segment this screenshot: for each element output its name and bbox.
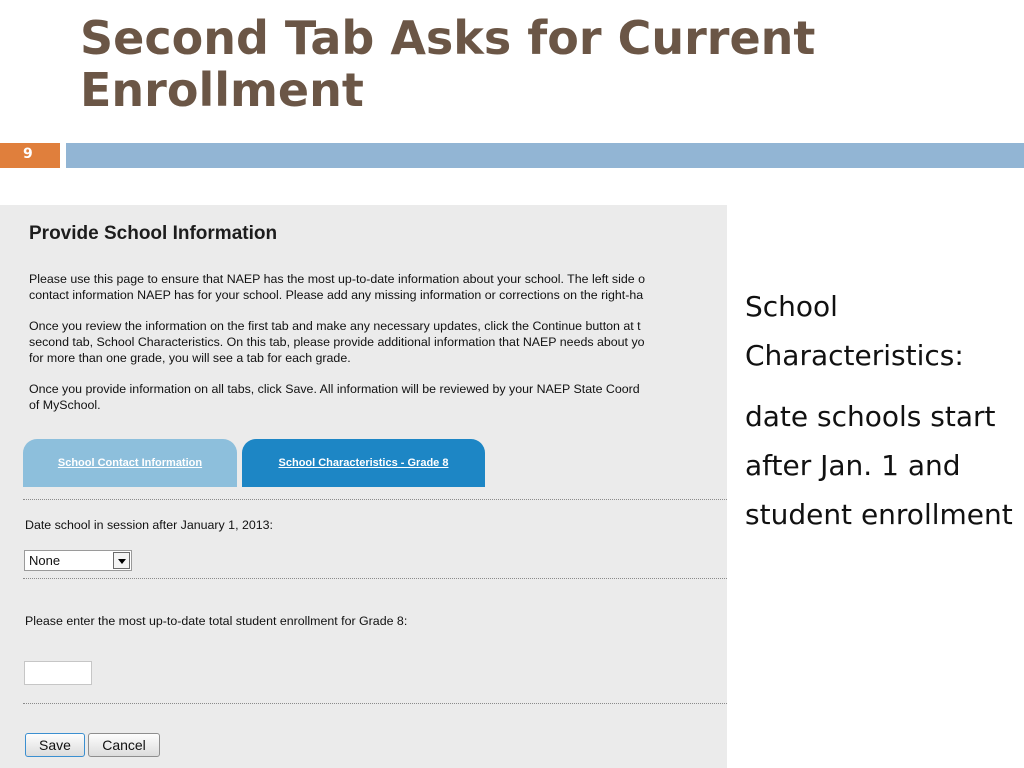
paragraph-line: second tab, School Characteristics. On this tab, please provide additional information that NAEP needs about yo <box>29 335 645 349</box>
save-button[interactable]: Save <box>25 733 85 757</box>
slide-title: Second Tab Asks for Current Enrollment <box>80 11 816 117</box>
side-description: date schools start after Jan. 1 and student enrollment <box>745 400 1013 531</box>
intro-paragraph-2 <box>29 318 727 366</box>
side-bullet-text <box>745 282 1015 539</box>
intro-paragraph-3 <box>29 381 727 413</box>
slide-number-badge <box>0 143 60 168</box>
embedded-screenshot <box>0 205 727 768</box>
select-value: None <box>29 553 61 568</box>
side-heading: School Characteristics: <box>745 290 964 372</box>
tab-school-contact-information[interactable] <box>23 439 237 487</box>
paragraph-line: of MySchool. <box>29 398 101 412</box>
chevron-down-icon[interactable] <box>113 552 130 569</box>
paragraph-line: Please use this page to ensure that NAEP has the most up-to-date information about your school. The left side o <box>29 272 645 286</box>
paragraph-line: Once you provide information on all tabs, click Save. All information will be reviewed by your NAEP State Coord <box>29 382 640 396</box>
enrollment-input[interactable] <box>24 661 92 685</box>
tab-label: School Contact Information <box>57 457 203 469</box>
dotted-divider <box>23 703 727 704</box>
date-session-select[interactable] <box>24 550 132 571</box>
paragraph-line: for more than one grade, you will see a tab for each grade. <box>29 351 351 365</box>
title-divider-bar <box>66 143 1024 168</box>
date-session-label: Date school in session after January 1, 2013: <box>25 518 273 532</box>
enrollment-label: Please enter the most up-to-date total student enrollment for Grade 8: <box>25 614 408 628</box>
tab-school-characteristics-grade-8[interactable] <box>242 439 485 487</box>
tab-label: School Characteristics - Grade 8 <box>278 457 449 469</box>
dotted-divider <box>23 578 727 579</box>
paragraph-line: contact information NAEP has for your school. Please add any missing information or corrections on the right-ha <box>29 288 644 302</box>
dotted-divider <box>23 499 727 500</box>
slide-number: 9 <box>23 146 33 162</box>
intro-paragraph-1 <box>29 271 727 303</box>
paragraph-line: Once you review the information on the first tab and make any necessary updates, click the Continue button at t <box>29 319 641 333</box>
screenshot-heading: Provide School Information <box>29 223 278 244</box>
cancel-button[interactable]: Cancel <box>88 733 160 757</box>
